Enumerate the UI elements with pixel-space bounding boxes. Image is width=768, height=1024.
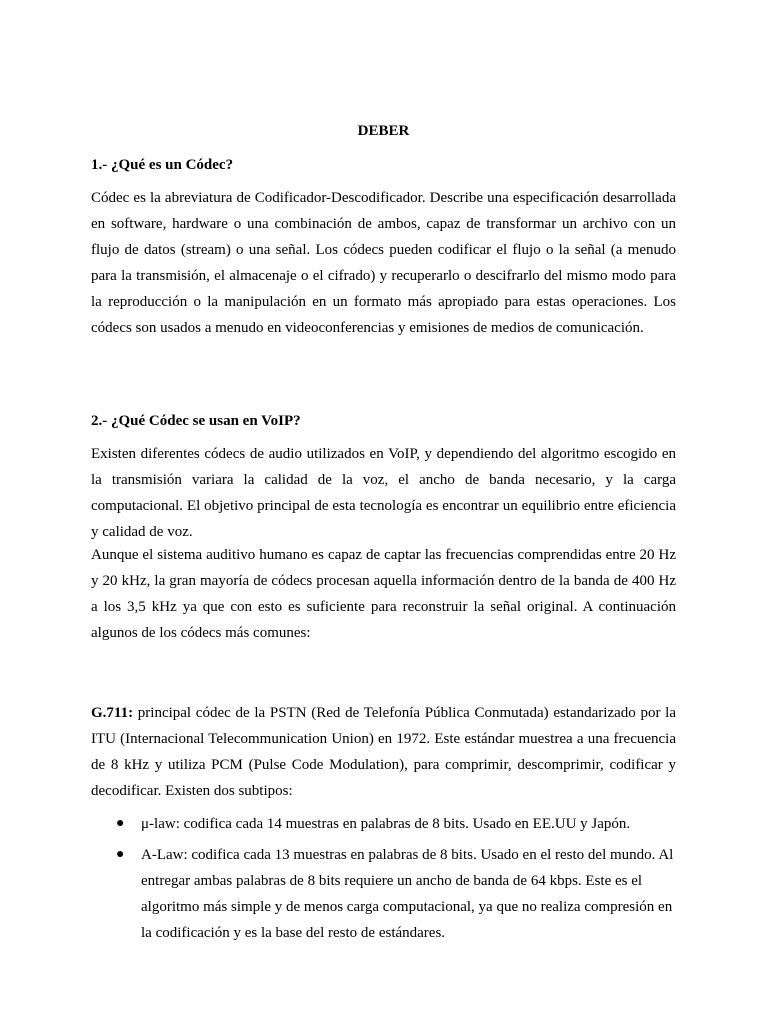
question-2-paragraph-1: Existen diferentes códecs de audio utilizados en VoIP, y dependiendo del algoritmo escogido en la transmisión variara la calidad de la voz, el ancho de banda necesario, y la carga computacional. El objetivo principal de esta tecnología es encontrar un equilibrio entre eficiencia y calidad de voz. [91, 446, 676, 540]
question-2-heading: 2.- ¿Qué Códec se usan en VoIP? [91, 413, 301, 429]
question-1-heading: 1.- ¿Qué es un Códec? [91, 157, 234, 173]
list-item [91, 842, 676, 946]
bullet-icon: ● [116, 816, 125, 831]
g711-label: G.711: [91, 705, 134, 721]
g711-body: principal códec de la PSTN (Red de Telefonía Pública Conmutada) estandarizado por la ITU (Internacional Telecommunication Union) en 1972. Este estándar muestrea a una frecuencia de 8 kHz y utiliza PCM (Pulse Code Modulation), para comprimir, descomprimir, codificar y decodificar. Existen dos subtipos: [91, 705, 676, 799]
question-1-body: Códec es la abreviatura de Codificador-Descodificador. Describe una especificación desarrollada en software, hardware o una combinación de ambos, capaz de transformar un archivo con un flujo de datos (stream) o una señal. Los códecs pueden codificar el flujo o la señal (a menudo para la transmisión, el almacenaje o el cifrado) y recuperarlo o descifrarlo del mismo modo para la reproducción o la manipulación en un formato más apropiado para estas operaciones. Los códecs son usados a menudo en videoconferencias y emisiones de medios de comunicación. [91, 190, 676, 336]
g711-subtypes-list [91, 811, 676, 946]
g711-paragraph [91, 700, 676, 804]
document-page [91, 0, 676, 1024]
list-item-text: μ-law: codifica cada 14 muestras en palabras de 8 bits. Usado en EE.UU y Japón. [141, 816, 631, 832]
document-title: DEBER [357, 123, 410, 139]
question-2-paragraph-2: Aunque el sistema auditivo humano es capaz de captar las frecuencias comprendidas entre 20 Hz y 20 kHz, la gran mayoría de códecs procesan aquella información dentro de la banda de 400 Hz a los 3,5 kHz ya que con esto es suficiente para reconstruir la señal original. A continuación algunos de los códecs más comunes: [91, 547, 676, 641]
bullet-icon: ● [116, 847, 125, 862]
list-item-text: A-Law: codifica cada 13 muestras en palabras de 8 bits. Usado en el resto del mundo. Al entregar ambas palabras de 8 bits requiere un ancho de banda de 64 kbps. Este es el algoritmo más simple y de menos carga computacional, ya que no realiza compresión en la codificación y es la base del resto de estándares. [141, 847, 674, 941]
list-item [91, 811, 676, 837]
